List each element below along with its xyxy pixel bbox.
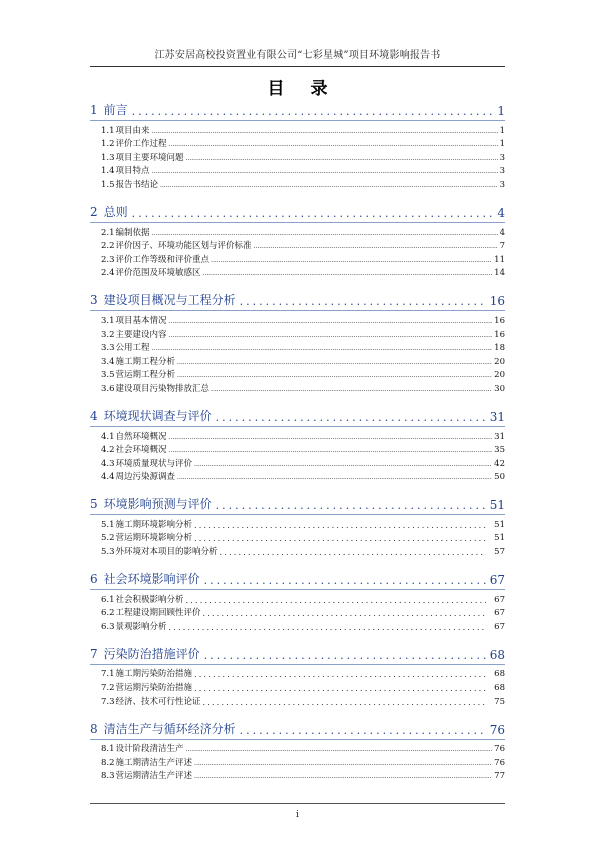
dot-leader — [152, 229, 498, 238]
toc-item-label — [101, 137, 169, 149]
toc-section-number: 1 — [90, 103, 98, 117]
toc-item-title: 项目由来 — [115, 125, 150, 136]
toc-section-page: 51 — [489, 498, 505, 513]
table-of-contents — [90, 102, 505, 792]
toc-item-page: 76 — [494, 744, 505, 755]
dot-leader — [177, 358, 492, 367]
dot-leader — [204, 574, 486, 587]
toc-item-7-3[interactable] — [90, 693, 505, 707]
toc-item-number: 1.1 — [101, 125, 115, 136]
dot-leader — [169, 446, 493, 455]
toc-item-label — [101, 518, 194, 530]
toc-item-title: 公用工程 — [115, 343, 150, 354]
section-gap — [90, 632, 505, 643]
toc-item-label — [101, 341, 152, 353]
toc-section-title: 环境现状调查与评价 — [103, 408, 212, 423]
toc-item-page: 67 — [494, 621, 505, 632]
dot-leader — [186, 596, 487, 605]
dot-leader — [132, 207, 494, 220]
toc-item-title: 报告书结论 — [115, 179, 159, 190]
toc-item-page: 50 — [494, 472, 505, 483]
toc-section-number: 3 — [90, 293, 98, 308]
toc-section-label — [90, 720, 240, 737]
toc-item-4-3[interactable] — [90, 455, 505, 469]
toc-item-title: 社会环境概况 — [115, 445, 167, 456]
toc-item-number: 6.1 — [101, 594, 115, 605]
dot-leader — [240, 724, 486, 737]
footer-rule — [90, 803, 505, 804]
toc-item-number: 7.1 — [101, 669, 115, 680]
toc-item-4-4[interactable] — [90, 469, 505, 483]
toc-item-title: 项目基本情况 — [115, 315, 167, 326]
toc-item-title: 营运期清洁生产评述 — [115, 771, 193, 782]
toc-item-number: 2.1 — [101, 227, 115, 238]
toc-item-title: 评价因子、环境功能区划与评价标准 — [115, 241, 252, 252]
dot-leader — [194, 772, 492, 781]
toc-section-title: 环境影响预测与评价 — [103, 497, 212, 512]
toc-item-1-5[interactable] — [90, 176, 505, 190]
toc-item-title: 设计阶段清洁生产 — [115, 744, 184, 755]
dot-leader — [194, 460, 492, 469]
toc-item-label — [101, 531, 194, 543]
toc-item-title: 评价范围及环境敏感区 — [115, 268, 201, 279]
toc-item-page: 51 — [494, 519, 505, 530]
toc-item-number: 4.3 — [101, 458, 115, 469]
toc-item-2-4[interactable] — [90, 265, 505, 279]
toc-item-title: 施工期环境影响分析 — [115, 519, 193, 530]
toc-item-page: 67 — [494, 608, 505, 619]
dot-leader — [177, 371, 492, 380]
toc-item-page: 75 — [494, 696, 505, 707]
dot-leader — [160, 181, 498, 190]
toc-section-5[interactable] — [90, 496, 505, 512]
dot-leader — [194, 684, 486, 693]
toc-item-title: 编制依据 — [115, 227, 150, 238]
dot-leader — [194, 759, 492, 768]
running-header: 江苏安居高校投资置业有限公司“七彩星城”项目环境影响报告书 — [154, 50, 441, 61]
toc-section-title: 社会环境影响评价 — [103, 572, 200, 587]
toc-item-label — [101, 606, 203, 618]
toc-item-page: 76 — [494, 757, 505, 768]
dot-leader — [203, 698, 487, 707]
toc-item-2-1[interactable] — [90, 224, 505, 238]
toc-item-title: 环境质量现状与评价 — [115, 458, 193, 469]
dot-leader — [132, 105, 494, 118]
toc-item-number: 3.1 — [101, 315, 115, 326]
toc-item-label — [101, 430, 169, 442]
toc-section-label — [90, 101, 132, 118]
toc-item-title: 施工期工程分析 — [115, 356, 176, 367]
toc-section-label — [90, 570, 204, 587]
toc-item-4-1[interactable] — [90, 428, 505, 442]
toc-section-page: 4 — [497, 205, 505, 220]
toc-item-label — [101, 620, 169, 632]
dot-leader — [169, 623, 487, 632]
toc-item-3-5[interactable] — [90, 367, 505, 381]
toc-section-7[interactable] — [90, 646, 505, 662]
toc-item-title: 外环境对本项目的影响分析 — [115, 547, 218, 558]
toc-item-label — [101, 151, 186, 163]
dot-leader — [169, 140, 498, 149]
toc-item-page: 3 — [499, 166, 505, 177]
toc-item-page: 77 — [494, 771, 505, 782]
toc-item-page: 31 — [494, 431, 505, 442]
dot-leader — [186, 745, 493, 754]
toc-section-number: 6 — [90, 572, 98, 587]
toc-item-page: 35 — [494, 445, 505, 456]
dot-leader — [211, 256, 492, 265]
dot-leader — [216, 411, 486, 424]
toc-item-number: 3.3 — [101, 343, 115, 354]
dot-leader — [240, 295, 486, 308]
page-number: i — [296, 810, 299, 820]
toc-section-page: 67 — [489, 573, 505, 588]
toc-item-number: 1.4 — [101, 166, 115, 177]
toc-item-label — [101, 355, 177, 367]
toc-item-number: 1.3 — [101, 152, 115, 163]
toc-item-5-2[interactable] — [90, 530, 505, 544]
toc-item-page: 7 — [499, 241, 505, 252]
toc-item-4-2[interactable] — [90, 442, 505, 456]
dot-leader — [254, 242, 498, 251]
toc-item-label — [101, 545, 220, 557]
toc-item-title: 施工期污染防治措施 — [115, 669, 193, 680]
toc-item-label — [101, 328, 169, 340]
toc-section-title: 总则 — [103, 204, 128, 219]
dot-leader — [204, 649, 486, 662]
toc-item-number: 6.2 — [101, 608, 115, 619]
toc-item-page: 67 — [494, 594, 505, 605]
section-divider — [90, 514, 505, 515]
toc-item-page: 16 — [494, 329, 505, 340]
toc-item-1-2[interactable] — [90, 136, 505, 150]
toc-item-3-4[interactable] — [90, 353, 505, 367]
toc-item-title: 评价工作等级和评价重点 — [115, 254, 210, 265]
toc-item-7-1[interactable] — [90, 666, 505, 680]
toc-item-3-3[interactable] — [90, 340, 505, 354]
toc-item-5-3[interactable] — [90, 543, 505, 557]
toc-item-page: 68 — [494, 669, 505, 680]
toc-item-label — [101, 178, 160, 190]
dot-leader — [194, 670, 486, 679]
toc-item-title: 景观影响分析 — [115, 621, 167, 632]
section-divider — [90, 664, 505, 665]
toc-item-label — [101, 443, 169, 455]
toc-item-number: 2.3 — [101, 254, 115, 265]
dot-leader — [194, 521, 486, 530]
toc-item-1-3[interactable] — [90, 149, 505, 163]
toc-item-page: 68 — [494, 683, 505, 694]
page-title: 目 录 — [267, 79, 338, 99]
toc-item-5-1[interactable] — [90, 516, 505, 530]
toc-section-title: 污染防治措施评价 — [103, 646, 200, 661]
dot-leader — [220, 548, 487, 557]
toc-item-number: 3.2 — [101, 329, 115, 340]
dot-leader — [203, 609, 487, 618]
toc-section-3[interactable] — [90, 292, 505, 308]
toc-item-label — [101, 368, 177, 380]
toc-section-4[interactable] — [90, 408, 505, 424]
toc-item-page: 20 — [494, 356, 505, 367]
toc-item-number: 8.3 — [101, 771, 115, 782]
toc-item-number: 5.2 — [101, 533, 115, 544]
toc-section-title: 建设项目概况与工程分析 — [103, 293, 236, 308]
toc-item-label — [101, 667, 194, 679]
toc-item-label — [101, 266, 203, 278]
toc-item-page: 18 — [494, 343, 505, 354]
toc-item-page: 51 — [494, 533, 505, 544]
toc-section-number: 8 — [90, 721, 98, 736]
section-gap — [90, 190, 505, 201]
toc-item-title: 经济、技术可行性论证 — [115, 696, 201, 707]
toc-item-title: 周边污染源调查 — [115, 472, 176, 483]
toc-item-page: 14 — [494, 268, 505, 279]
toc-section-page: 31 — [489, 409, 505, 424]
toc-item-page: 1 — [499, 125, 505, 136]
toc-item-3-6[interactable] — [90, 380, 505, 394]
dot-leader — [169, 317, 493, 326]
toc-item-number: 2.2 — [101, 241, 115, 252]
toc-section-page: 1 — [497, 104, 505, 118]
toc-item-label — [101, 226, 152, 238]
toc-item-8-2[interactable] — [90, 754, 505, 768]
toc-section-6[interactable] — [90, 571, 505, 587]
toc-item-number: 4.4 — [101, 472, 115, 483]
toc-item-6-3[interactable] — [90, 618, 505, 632]
toc-section-label — [90, 203, 132, 220]
dot-leader — [203, 269, 493, 278]
toc-item-label — [101, 382, 211, 394]
toc-section-page: 68 — [489, 647, 505, 662]
toc-item-2-2[interactable] — [90, 238, 505, 252]
toc-section-title: 前言 — [103, 103, 128, 117]
dot-leader — [211, 385, 492, 394]
toc-item-label — [101, 457, 194, 469]
toc-item-number: 4.2 — [101, 445, 115, 456]
toc-item-label — [101, 769, 194, 781]
toc-section-8[interactable] — [90, 721, 505, 737]
toc-section-number: 7 — [90, 646, 98, 661]
toc-item-6-1[interactable] — [90, 591, 505, 605]
dot-leader — [177, 473, 492, 482]
toc-item-1-1[interactable] — [90, 122, 505, 136]
toc-item-8-3[interactable] — [90, 768, 505, 782]
section-gap — [90, 557, 505, 568]
toc-item-number: 3.4 — [101, 356, 115, 367]
toc-item-page: 4 — [499, 227, 505, 238]
toc-item-number: 5.1 — [101, 519, 115, 530]
toc-item-page: 16 — [494, 315, 505, 326]
toc-item-number: 8.1 — [101, 744, 115, 755]
toc-item-page: 20 — [494, 370, 505, 381]
toc-item-1-4[interactable] — [90, 163, 505, 177]
toc-item-2-3[interactable] — [90, 251, 505, 265]
dot-leader — [152, 344, 493, 353]
toc-item-number: 4.1 — [101, 431, 115, 442]
toc-item-number: 2.4 — [101, 268, 115, 279]
toc-item-label — [101, 681, 194, 693]
section-divider — [90, 739, 505, 740]
toc-item-label — [101, 253, 211, 265]
toc-item-page: 11 — [494, 254, 505, 265]
toc-item-title: 营运期污染防治措施 — [115, 683, 193, 694]
toc-item-page: 42 — [494, 458, 505, 469]
toc-item-number: 1.5 — [101, 179, 115, 190]
toc-item-7-2[interactable] — [90, 679, 505, 693]
toc-item-title: 营运期工程分析 — [115, 370, 176, 381]
toc-item-page: 57 — [494, 547, 505, 558]
toc-item-label — [101, 239, 254, 251]
toc-item-title: 项目特点 — [115, 166, 150, 177]
toc-item-label — [101, 593, 186, 605]
toc-section-title: 清洁生产与循环经济分析 — [103, 721, 236, 736]
section-gap — [90, 394, 505, 405]
toc-section-1[interactable] — [90, 102, 505, 118]
toc-section-page: 16 — [489, 294, 505, 309]
section-divider — [90, 310, 505, 311]
section-divider — [90, 589, 505, 590]
toc-item-title: 社会积极影响分析 — [115, 594, 184, 605]
toc-item-6-2[interactable] — [90, 605, 505, 619]
toc-item-label — [101, 164, 152, 176]
toc-item-3-1[interactable] — [90, 312, 505, 326]
toc-section-number: 5 — [90, 497, 98, 512]
toc-item-title: 工程建设期回顾性评价 — [115, 608, 201, 619]
section-divider — [90, 120, 505, 121]
section-gap — [90, 482, 505, 493]
toc-section-page: 76 — [489, 722, 505, 737]
toc-section-label — [90, 291, 240, 308]
toc-item-number: 6.3 — [101, 621, 115, 632]
toc-item-title: 项目主要环境问题 — [115, 152, 184, 163]
toc-item-number: 8.2 — [101, 757, 115, 768]
toc-item-title: 主要建设内容 — [115, 329, 167, 340]
dot-leader — [194, 534, 486, 543]
toc-item-title: 营运期环境影响分析 — [115, 533, 193, 544]
section-divider — [90, 426, 505, 427]
section-gap — [90, 278, 505, 289]
toc-section-label — [90, 645, 204, 662]
toc-item-title: 施工期清洁生产评述 — [115, 757, 193, 768]
header-rule — [90, 66, 505, 67]
toc-item-number: 3.5 — [101, 370, 115, 381]
toc-item-title: 评价工作过程 — [115, 139, 167, 150]
toc-item-label — [101, 314, 169, 326]
section-gap — [90, 707, 505, 718]
toc-item-title: 自然环境概况 — [115, 431, 167, 442]
toc-item-number: 7.2 — [101, 683, 115, 694]
toc-item-label — [101, 124, 152, 136]
toc-section-number: 2 — [90, 204, 98, 219]
toc-item-3-2[interactable] — [90, 326, 505, 340]
section-gap — [90, 781, 505, 792]
dot-leader — [186, 154, 498, 163]
toc-item-label — [101, 756, 194, 768]
dot-leader — [152, 167, 498, 176]
toc-item-number: 7.3 — [101, 696, 115, 707]
toc-item-number: 3.6 — [101, 383, 115, 394]
toc-item-title: 建设项目污染物排放汇总 — [115, 383, 210, 394]
toc-section-label — [90, 495, 216, 512]
toc-item-label — [101, 470, 177, 482]
toc-section-label — [90, 407, 216, 424]
toc-item-page: 3 — [499, 179, 505, 190]
toc-item-page: 3 — [499, 152, 505, 163]
toc-item-number: 1.2 — [101, 139, 115, 150]
toc-item-page: 1 — [499, 139, 505, 150]
toc-section-number: 4 — [90, 408, 98, 423]
toc-item-label — [101, 695, 203, 707]
dot-leader — [169, 433, 493, 442]
dot-leader — [169, 331, 493, 340]
dot-leader — [216, 499, 486, 512]
dot-leader — [152, 127, 498, 136]
toc-section-2[interactable] — [90, 204, 505, 220]
toc-item-label — [101, 742, 186, 754]
toc-item-8-1[interactable] — [90, 741, 505, 755]
toc-item-number: 5.3 — [101, 547, 115, 558]
toc-item-page: 30 — [494, 383, 505, 394]
section-divider — [90, 222, 505, 223]
